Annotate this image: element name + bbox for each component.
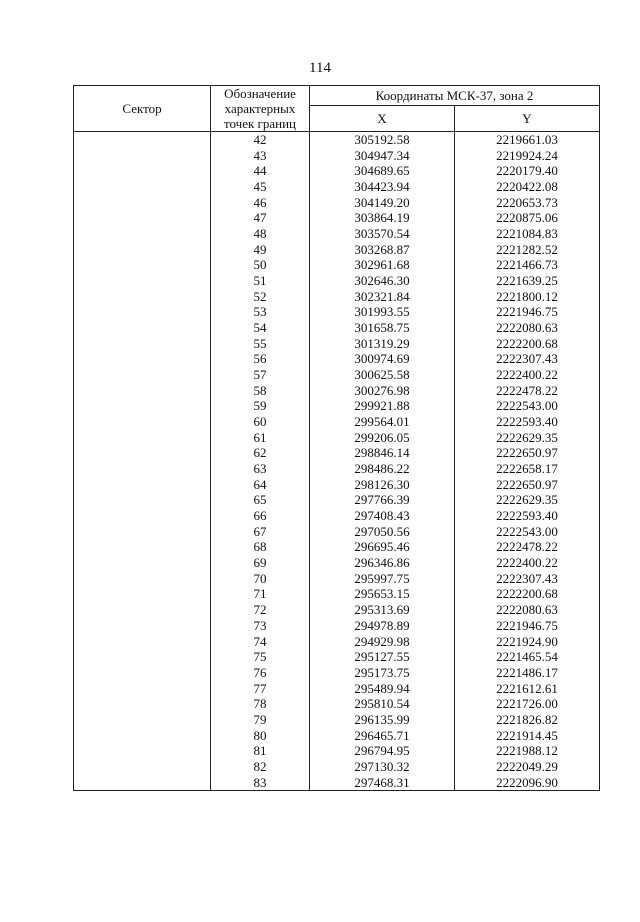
y-cell: 2221726.00 bbox=[455, 696, 600, 712]
header-y: Y bbox=[455, 106, 600, 132]
y-cell: 2221639.25 bbox=[455, 273, 600, 289]
header-sector: Сектор bbox=[74, 86, 211, 132]
point-cell: 67 bbox=[211, 524, 310, 540]
sector-cell bbox=[74, 132, 211, 791]
point-cell: 61 bbox=[211, 430, 310, 446]
point-cell: 50 bbox=[211, 257, 310, 273]
point-cell: 53 bbox=[211, 304, 310, 320]
x-cell: 305192.58 bbox=[310, 132, 455, 148]
point-cell: 56 bbox=[211, 351, 310, 367]
x-cell: 296465.71 bbox=[310, 728, 455, 744]
y-cell: 2222629.35 bbox=[455, 492, 600, 508]
point-cell: 79 bbox=[211, 712, 310, 728]
y-cell: 2221914.45 bbox=[455, 728, 600, 744]
y-cell: 2221800.12 bbox=[455, 289, 600, 305]
y-cell: 2222593.40 bbox=[455, 414, 600, 430]
y-cell: 2222478.22 bbox=[455, 383, 600, 399]
x-cell: 297130.32 bbox=[310, 759, 455, 775]
point-cell: 59 bbox=[211, 398, 310, 414]
y-cell: 2219661.03 bbox=[455, 132, 600, 148]
coordinates-table bbox=[73, 85, 600, 791]
x-cell: 300625.58 bbox=[310, 367, 455, 383]
point-cell: 69 bbox=[211, 555, 310, 571]
point-cell: 64 bbox=[211, 477, 310, 493]
x-cell: 294978.89 bbox=[310, 618, 455, 634]
y-cell: 2222650.97 bbox=[455, 477, 600, 493]
x-cell: 302961.68 bbox=[310, 257, 455, 273]
x-cell: 295489.94 bbox=[310, 681, 455, 697]
point-cell: 44 bbox=[211, 163, 310, 179]
y-cell: 2222200.68 bbox=[455, 586, 600, 602]
y-cell: 2221612.61 bbox=[455, 681, 600, 697]
x-cell: 300974.69 bbox=[310, 351, 455, 367]
point-cell: 70 bbox=[211, 571, 310, 587]
y-cell: 2222658.17 bbox=[455, 461, 600, 477]
header-point-line3: точек границ bbox=[223, 116, 297, 131]
x-cell: 295313.69 bbox=[310, 602, 455, 618]
y-cell: 2222650.97 bbox=[455, 445, 600, 461]
y-cell: 2221466.73 bbox=[455, 257, 600, 273]
table-row bbox=[74, 132, 600, 148]
x-cell: 303864.19 bbox=[310, 210, 455, 226]
header-coordinates-group: Координаты МСК-37, зона 2 bbox=[310, 86, 600, 106]
y-cell: 2222080.63 bbox=[455, 320, 600, 336]
point-cell: 65 bbox=[211, 492, 310, 508]
y-cell: 2222400.22 bbox=[455, 555, 600, 571]
x-cell: 297050.56 bbox=[310, 524, 455, 540]
x-cell: 302321.84 bbox=[310, 289, 455, 305]
page-number: 114 bbox=[309, 60, 331, 76]
x-cell: 294929.98 bbox=[310, 634, 455, 650]
y-cell: 2222543.00 bbox=[455, 524, 600, 540]
x-cell: 303570.54 bbox=[310, 226, 455, 242]
point-cell: 63 bbox=[211, 461, 310, 477]
table-body bbox=[74, 132, 600, 791]
point-cell: 58 bbox=[211, 383, 310, 399]
x-cell: 304149.20 bbox=[310, 195, 455, 211]
x-cell: 298126.30 bbox=[310, 477, 455, 493]
point-cell: 45 bbox=[211, 179, 310, 195]
y-cell: 2222400.22 bbox=[455, 367, 600, 383]
x-cell: 301658.75 bbox=[310, 320, 455, 336]
y-cell: 2222629.35 bbox=[455, 430, 600, 446]
point-cell: 57 bbox=[211, 367, 310, 383]
point-cell: 81 bbox=[211, 743, 310, 759]
point-cell: 62 bbox=[211, 445, 310, 461]
y-cell: 2221826.82 bbox=[455, 712, 600, 728]
x-cell: 299564.01 bbox=[310, 414, 455, 430]
x-cell: 296695.46 bbox=[310, 539, 455, 555]
point-cell: 75 bbox=[211, 649, 310, 665]
point-cell: 60 bbox=[211, 414, 310, 430]
y-cell: 2220875.06 bbox=[455, 210, 600, 226]
y-cell: 2222307.43 bbox=[455, 351, 600, 367]
x-cell: 296135.99 bbox=[310, 712, 455, 728]
point-cell: 76 bbox=[211, 665, 310, 681]
x-cell: 298846.14 bbox=[310, 445, 455, 461]
header-point-line1: Обозначение bbox=[224, 86, 296, 101]
header-point-designation bbox=[211, 86, 310, 132]
y-cell: 2221946.75 bbox=[455, 304, 600, 320]
point-cell: 74 bbox=[211, 634, 310, 650]
y-cell: 2222200.68 bbox=[455, 336, 600, 352]
point-cell: 77 bbox=[211, 681, 310, 697]
y-cell: 2221465.54 bbox=[455, 649, 600, 665]
point-cell: 43 bbox=[211, 148, 310, 164]
x-cell: 300276.98 bbox=[310, 383, 455, 399]
x-cell: 301993.55 bbox=[310, 304, 455, 320]
y-cell: 2222096.90 bbox=[455, 775, 600, 791]
x-cell: 303268.87 bbox=[310, 242, 455, 258]
y-cell: 2221946.75 bbox=[455, 618, 600, 634]
point-cell: 54 bbox=[211, 320, 310, 336]
x-cell: 296794.95 bbox=[310, 743, 455, 759]
point-cell: 47 bbox=[211, 210, 310, 226]
header-point-line2: характерных bbox=[224, 101, 296, 116]
x-cell: 295653.15 bbox=[310, 586, 455, 602]
point-cell: 73 bbox=[211, 618, 310, 634]
point-cell: 78 bbox=[211, 696, 310, 712]
x-cell: 297408.43 bbox=[310, 508, 455, 524]
x-cell: 299206.05 bbox=[310, 430, 455, 446]
point-cell: 52 bbox=[211, 289, 310, 305]
y-cell: 2222049.29 bbox=[455, 759, 600, 775]
y-cell: 2220653.73 bbox=[455, 195, 600, 211]
y-cell: 2222307.43 bbox=[455, 571, 600, 587]
point-cell: 48 bbox=[211, 226, 310, 242]
x-cell: 298486.22 bbox=[310, 461, 455, 477]
point-cell: 72 bbox=[211, 602, 310, 618]
table-header bbox=[74, 86, 600, 132]
point-cell: 83 bbox=[211, 775, 310, 791]
y-cell: 2220179.40 bbox=[455, 163, 600, 179]
y-cell: 2222543.00 bbox=[455, 398, 600, 414]
x-cell: 299921.88 bbox=[310, 398, 455, 414]
point-cell: 49 bbox=[211, 242, 310, 258]
point-cell: 82 bbox=[211, 759, 310, 775]
y-cell: 2221282.52 bbox=[455, 242, 600, 258]
x-cell: 295127.55 bbox=[310, 649, 455, 665]
y-cell: 2222478.22 bbox=[455, 539, 600, 555]
x-cell: 295997.75 bbox=[310, 571, 455, 587]
x-cell: 295810.54 bbox=[310, 696, 455, 712]
point-cell: 42 bbox=[211, 132, 310, 148]
y-cell: 2221486.17 bbox=[455, 665, 600, 681]
x-cell: 304423.94 bbox=[310, 179, 455, 195]
y-cell: 2221988.12 bbox=[455, 743, 600, 759]
y-cell: 2221924.90 bbox=[455, 634, 600, 650]
point-cell: 46 bbox=[211, 195, 310, 211]
point-cell: 80 bbox=[211, 728, 310, 744]
point-cell: 55 bbox=[211, 336, 310, 352]
header-x: X bbox=[310, 106, 455, 132]
point-cell: 66 bbox=[211, 508, 310, 524]
x-cell: 301319.29 bbox=[310, 336, 455, 352]
y-cell: 2219924.24 bbox=[455, 148, 600, 164]
x-cell: 297766.39 bbox=[310, 492, 455, 508]
x-cell: 302646.30 bbox=[310, 273, 455, 289]
y-cell: 2222593.40 bbox=[455, 508, 600, 524]
point-cell: 51 bbox=[211, 273, 310, 289]
x-cell: 295173.75 bbox=[310, 665, 455, 681]
y-cell: 2221084.83 bbox=[455, 226, 600, 242]
x-cell: 304947.34 bbox=[310, 148, 455, 164]
x-cell: 304689.65 bbox=[310, 163, 455, 179]
y-cell: 2222080.63 bbox=[455, 602, 600, 618]
x-cell: 296346.86 bbox=[310, 555, 455, 571]
y-cell: 2220422.08 bbox=[455, 179, 600, 195]
point-cell: 68 bbox=[211, 539, 310, 555]
x-cell: 297468.31 bbox=[310, 775, 455, 791]
point-cell: 71 bbox=[211, 586, 310, 602]
